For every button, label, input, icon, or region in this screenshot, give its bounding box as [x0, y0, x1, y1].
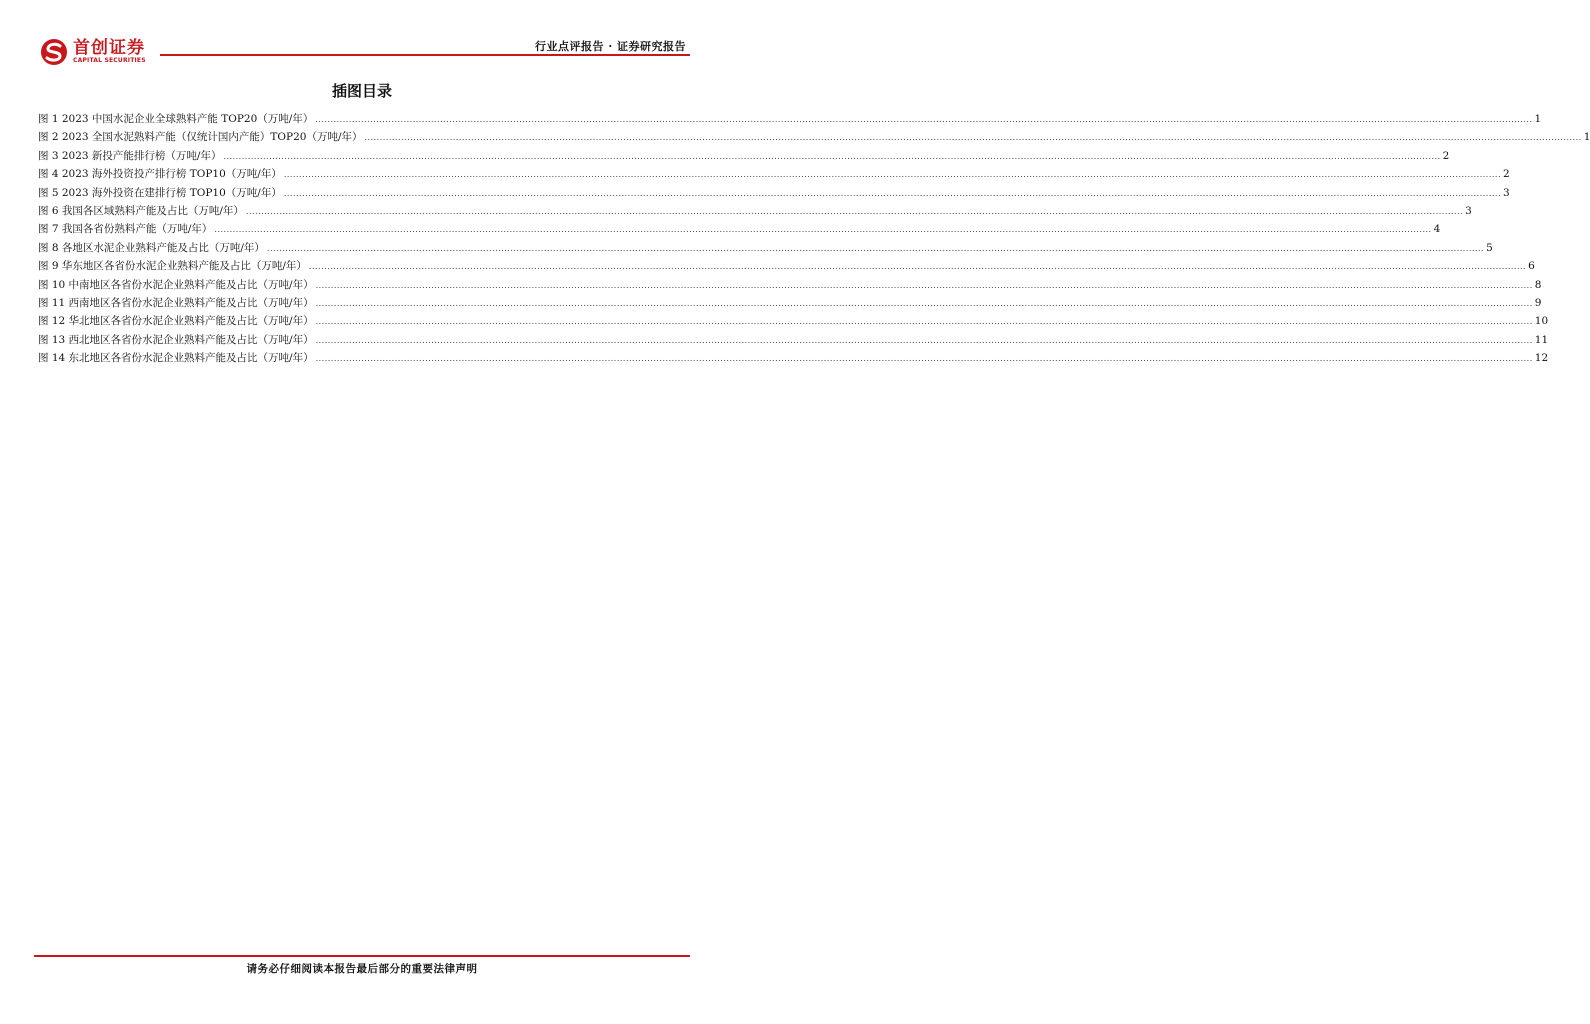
toc-entry-label: 图 9 华东地区各省份水泥企业熟料产能及占比（万吨/年）	[38, 260, 307, 273]
toc-entry-label: 图 13 西北地区各省份水泥企业熟料产能及占比（万吨/年）	[38, 333, 314, 346]
toc-entry[interactable]	[38, 331, 1549, 349]
page-header	[0, 0, 724, 70]
toc-entry-label: 图 7 我国各省份熟料产能（万吨/年）	[38, 223, 213, 236]
toc-dot-leader: ................................................................................................................................................................................................................................................................................................................................................................................................................	[315, 317, 1533, 327]
footer-divider	[34, 955, 690, 957]
toc-entry-page-number: 8	[1534, 278, 1542, 291]
toc-entry-page-number: 6	[1528, 260, 1535, 273]
toc-entry-page-number: 1	[1583, 131, 1590, 144]
figure-toc-list	[38, 110, 1590, 367]
toc-entry-page-number: 2	[1503, 168, 1510, 181]
toc-entry-label: 图 12 华北地区各省份水泥企业熟料产能及占比（万吨/年）	[38, 315, 314, 328]
toc-entry-label: 图 6 我国各区域熟料产能及占比（万吨/年）	[38, 204, 244, 217]
report-type-label: 行业点评报告 · 证券研究报告	[535, 40, 686, 53]
toc-entry-label: 图 10 中南地区各省份水泥企业熟料产能及占比（万吨/年）	[38, 278, 314, 291]
toc-dot-leader: ................................................................................................................................................................................................................................................................................................................................................................................................................	[315, 298, 1533, 308]
toc-entry[interactable]	[38, 184, 1510, 202]
toc-dot-leader: ................................................................................................................................................................................................................................................................................................................................................................................................................	[315, 354, 1533, 364]
toc-entry-label: 图 3 2023 新投产能排行榜（万吨/年）	[38, 149, 222, 162]
toc-entry[interactable]	[38, 239, 1493, 257]
legal-disclaimer-note: 请务必仔细阅读本报告最后部分的重要法律声明	[246, 963, 478, 975]
logo-name-en: CAPITAL SECURITIES	[73, 57, 146, 64]
toc-entry-label: 图 5 2023 海外投资在建排行榜 TOP10（万吨/年）	[38, 186, 282, 199]
toc-dot-leader: ................................................................................................................................................................................................................................................................................................................................................................................................................	[308, 262, 1527, 272]
capital-securities-logo-icon	[40, 38, 68, 66]
toc-entry-label: 图 14 东北地区各省份水泥企业熟料产能及占比（万吨/年）	[38, 352, 314, 365]
toc-dot-leader: ................................................................................................................................................................................................................................................................................................................................................................................................................	[214, 225, 1432, 235]
toc-entry[interactable]	[38, 294, 1542, 312]
toc-dot-leader: ................................................................................................................................................................................................................................................................................................................................................................................................................	[315, 115, 1533, 124]
toc-dot-leader: ................................................................................................................................................................................................................................................................................................................................................................................................................	[266, 243, 1485, 253]
toc-dot-leader: ................................................................................................................................................................................................................................................................................................................................................................................................................	[283, 188, 1502, 198]
toc-entry[interactable]	[38, 110, 1542, 128]
toc-entry-page-number: 1	[1534, 113, 1542, 125]
toc-dot-leader: ................................................................................................................................................................................................................................................................................................................................................................................................................	[364, 133, 1582, 143]
toc-dot-leader: ................................................................................................................................................................................................................................................................................................................................................................................................................	[315, 335, 1533, 345]
toc-entry-page-number: 3	[1465, 204, 1472, 217]
toc-entry-page-number: 12	[1534, 352, 1549, 365]
toc-dot-leader: ................................................................................................................................................................................................................................................................................................................................................................................................................	[245, 206, 1464, 216]
toc-entry-page-number: 4	[1433, 223, 1441, 236]
toc-entry-label: 图 4 2023 海外投资投产排行榜 TOP10（万吨/年）	[38, 168, 282, 181]
toc-entry-page-number: 5	[1486, 241, 1493, 254]
toc-entry[interactable]	[38, 257, 1535, 275]
toc-entry-label: 图 1 2023 中国水泥企业全球熟料产能 TOP20（万吨/年）	[38, 113, 314, 125]
toc-entry-page-number: 3	[1503, 186, 1510, 199]
toc-entry[interactable]	[38, 165, 1510, 183]
toc-entry[interactable]	[38, 220, 1441, 238]
page-title: 插图目录	[331, 82, 392, 100]
toc-entry[interactable]	[38, 128, 1590, 146]
toc-dot-leader: ................................................................................................................................................................................................................................................................................................................................................................................................................	[315, 280, 1533, 290]
toc-entry[interactable]	[38, 349, 1549, 367]
toc-dot-leader: ................................................................................................................................................................................................................................................................................................................................................................................................................	[283, 170, 1502, 180]
toc-entry[interactable]	[38, 202, 1472, 220]
toc-entry-label: 图 8 各地区水泥企业熟料产能及占比（万吨/年）	[38, 241, 265, 254]
toc-entry-page-number: 2	[1442, 149, 1450, 162]
toc-entry-page-number: 10	[1534, 315, 1549, 328]
toc-entry-page-number: 11	[1534, 333, 1549, 346]
toc-entry[interactable]	[38, 147, 1450, 165]
toc-dot-leader: ................................................................................................................................................................................................................................................................................................................................................................................................................	[223, 151, 1441, 161]
company-logo	[40, 38, 146, 66]
toc-entry[interactable]	[38, 312, 1549, 330]
toc-entry-page-number: 9	[1534, 296, 1542, 309]
toc-entry[interactable]	[38, 276, 1542, 294]
header-divider	[160, 54, 690, 56]
toc-entry-label: 图 2 2023 全国水泥熟料产能（仅统计国内产能）TOP20（万吨/年）	[38, 131, 363, 144]
toc-entry-label: 图 11 西南地区各省份水泥企业熟料产能及占比（万吨/年）	[38, 296, 314, 309]
logo-name-cn: 首创证券	[73, 38, 145, 58]
